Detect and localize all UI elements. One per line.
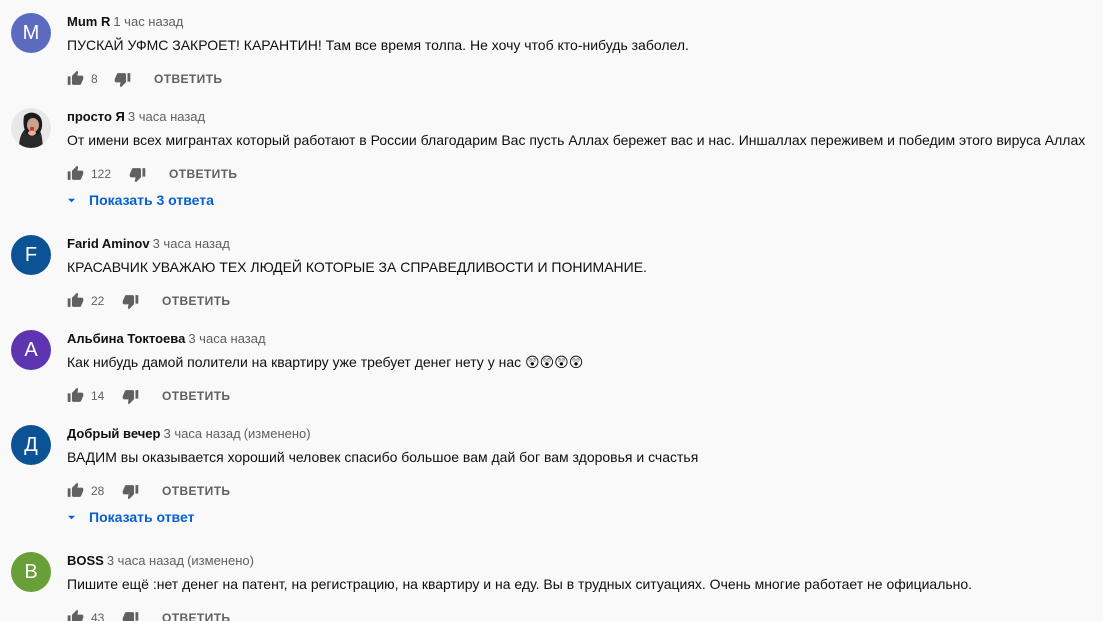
- show-replies-label: Показать 3 ответа: [89, 192, 214, 208]
- thumbs-up-icon[interactable]: [67, 609, 84, 621]
- like-count: 28: [91, 484, 105, 498]
- reply-button[interactable]: ОТВЕТИТЬ: [154, 72, 223, 86]
- avatar[interactable]: F: [11, 235, 51, 275]
- caret-down-icon: [67, 196, 76, 205]
- timestamp[interactable]: 3 часа назад: [188, 331, 266, 346]
- show-replies-label: Показать ответ: [89, 509, 195, 525]
- avatar-photo-icon: [11, 108, 51, 148]
- like-count: 43: [91, 611, 105, 621]
- comment-header: [67, 108, 205, 126]
- comment-text: От имени всех мигрантах который работают в России благодарим Вас пусть Аллах бережет вас и нас. Иншаллах переживем и победим этого вируса Аллах: [67, 132, 1086, 148]
- like-count: 122: [91, 167, 112, 181]
- thumbs-down-icon[interactable]: [129, 166, 146, 183]
- edited-label: (изменено): [243, 426, 311, 441]
- thumbs-down-icon[interactable]: [114, 71, 131, 88]
- timestamp[interactable]: 3 часа назад: [152, 236, 230, 251]
- author-name[interactable]: Mum R: [67, 14, 111, 29]
- reply-button[interactable]: ОТВЕТИТЬ: [162, 294, 231, 308]
- comment-text: ПУСКАЙ УФМС ЗАКРОЕТ! КАРАНТИН! Там все время толпа. Не хочу чтоб кто-нибудь заболел.: [67, 37, 689, 53]
- thumbs-down-icon[interactable]: [122, 388, 139, 405]
- thumbs-down-icon[interactable]: [122, 293, 139, 310]
- avatar[interactable]: А: [11, 330, 51, 370]
- like-count: 22: [91, 294, 105, 308]
- caret-down-icon: [67, 513, 76, 522]
- comment-header: [67, 425, 311, 443]
- reply-button[interactable]: ОТВЕТИТЬ: [169, 167, 238, 181]
- comment-header: [67, 235, 230, 253]
- comment-text: КРАСАВЧИК УВАЖАЮ ТЕХ ЛЮДЕЙ КОТОРЫЕ ЗА СПРАВЕДЛИВОСТИ И ПОНИМАНИЕ.: [67, 259, 647, 275]
- timestamp[interactable]: 3 часа назад: [163, 426, 241, 441]
- like-count: 14: [91, 389, 105, 403]
- thumbs-up-icon[interactable]: [67, 292, 84, 309]
- edited-label: (изменено): [187, 553, 254, 568]
- thumbs-up-icon[interactable]: [67, 165, 84, 182]
- thumbs-up-icon[interactable]: [67, 482, 84, 499]
- like-count: 8: [91, 72, 98, 86]
- timestamp[interactable]: 1 час назад: [113, 14, 184, 29]
- comment-text: ВАДИМ вы оказывается хороший человек спасибо большое вам дай бог вам здоровья и счастья: [67, 449, 699, 465]
- timestamp[interactable]: 3 часа назад: [106, 553, 185, 568]
- comment-text: Как нибудь дамой полители на квартиру уже требует денег нету у нас 😲😲😲😲: [67, 354, 584, 370]
- comment-header: [67, 330, 266, 348]
- avatar[interactable]: B: [11, 552, 51, 592]
- reply-button[interactable]: ОТВЕТИТЬ: [162, 611, 231, 621]
- avatar[interactable]: M: [11, 13, 51, 53]
- comment-header: [67, 13, 183, 31]
- timestamp[interactable]: 3 часа назад: [127, 109, 206, 124]
- avatar[interactable]: [11, 108, 51, 148]
- avatar[interactable]: Д: [11, 425, 51, 465]
- reply-button[interactable]: ОТВЕТИТЬ: [162, 389, 231, 403]
- thumbs-up-icon[interactable]: [67, 387, 84, 404]
- author-name[interactable]: Добрый вечер: [67, 426, 161, 441]
- comment-text: Пишите ещё :нет денег на патент, на регистрацию, на квартиру и на еду. Вы в трудных ситуациях. Очень многие работает не официально.: [67, 576, 973, 592]
- thumbs-up-icon[interactable]: [67, 70, 84, 87]
- author-name[interactable]: Farid Aminov: [67, 236, 150, 251]
- comment-header: [67, 552, 254, 570]
- author-name[interactable]: Альбина Токтоева: [67, 331, 186, 346]
- author-name[interactable]: просто Я: [67, 109, 125, 124]
- reply-button[interactable]: ОТВЕТИТЬ: [162, 484, 231, 498]
- thumbs-down-icon[interactable]: [122, 483, 139, 500]
- author-name[interactable]: BOSS: [67, 553, 104, 568]
- thumbs-down-icon[interactable]: [122, 610, 139, 621]
